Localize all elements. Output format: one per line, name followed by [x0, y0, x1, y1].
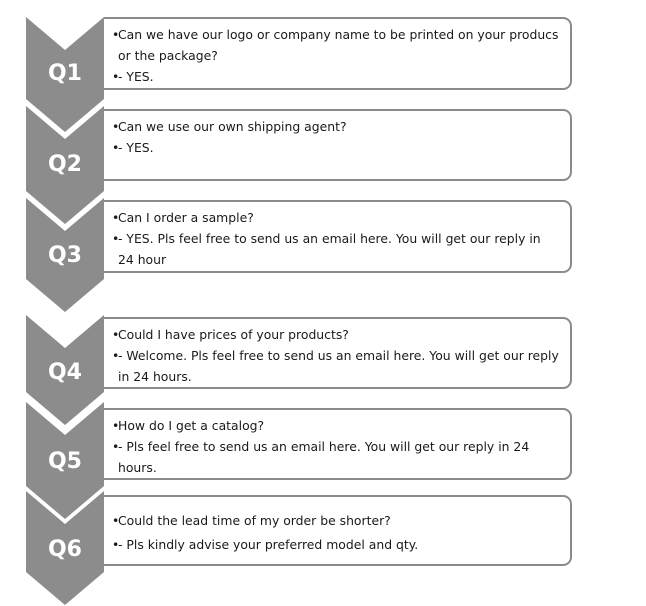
q3-answer: - YES. Pls feel free to send us an email here. You will get our reply in 24 hour: [118, 231, 541, 267]
bullet-icon: •: [112, 327, 120, 342]
q4-question: Could I have prices of your products?: [118, 327, 349, 342]
q2-answer: - YES.: [118, 140, 154, 155]
q2-text-box: [104, 109, 572, 181]
q1-label: Q1: [47, 61, 82, 86]
bullet-icon: •: [112, 418, 120, 433]
q3-text-box: [104, 200, 572, 273]
bullet-icon: •: [112, 27, 120, 42]
q5-label: Q5: [47, 449, 82, 474]
q5-answer: - Pls feel free to send us an email here. You will get our reply in 24 hours.: [118, 439, 530, 475]
bullet-icon: •: [112, 513, 120, 528]
q5-question: How do I get a catalog?: [118, 418, 265, 433]
q1-answer-line: [112, 66, 560, 87]
q2-question: Can we use our own shipping agent?: [118, 119, 347, 134]
q3-answer-line: [112, 228, 560, 270]
q1-question-line: [112, 24, 560, 66]
q2-answer-line: [112, 137, 560, 158]
bullet-icon: •: [112, 119, 120, 134]
q2-label: Q2: [47, 152, 82, 177]
q3-question-line: [112, 207, 560, 228]
q2-question-line: [112, 116, 560, 137]
bullet-icon: •: [112, 231, 120, 246]
bullet-icon: •: [112, 210, 120, 225]
bullet-icon: •: [112, 69, 120, 84]
q4-answer-line: [112, 345, 560, 387]
q5-answer-line: [112, 436, 560, 478]
q6-question: Could the lead time of my order be shorter?: [118, 513, 391, 528]
q5-text-box: [104, 408, 572, 480]
q4-answer: - Welcome. Pls feel free to send us an email here. You will get our reply in 24 hours.: [118, 348, 559, 384]
q4-question-line: [112, 324, 560, 345]
q5-question-line: [112, 415, 560, 436]
q4-text-box: [104, 317, 572, 389]
bullet-icon: •: [112, 140, 120, 155]
q6-text-box: [104, 495, 572, 566]
q3-label: Q3: [47, 243, 82, 268]
q6-question-line: [112, 509, 560, 533]
q3-question: Can I order a sample?: [118, 210, 254, 225]
q1-text-box: [104, 17, 572, 90]
bullet-icon: •: [112, 537, 120, 552]
bullet-icon: •: [112, 348, 120, 363]
q4-label: Q4: [47, 360, 82, 385]
q6-answer-line: [112, 533, 560, 557]
q6-answer: - Pls kindly advise your preferred model and qty.: [118, 537, 419, 552]
q6-label: Q6: [47, 537, 82, 562]
bullet-icon: •: [112, 439, 120, 454]
q1-answer: - YES.: [118, 69, 154, 84]
q1-question: Can we have our logo or company name to be printed on your producs or the package?: [118, 27, 559, 63]
